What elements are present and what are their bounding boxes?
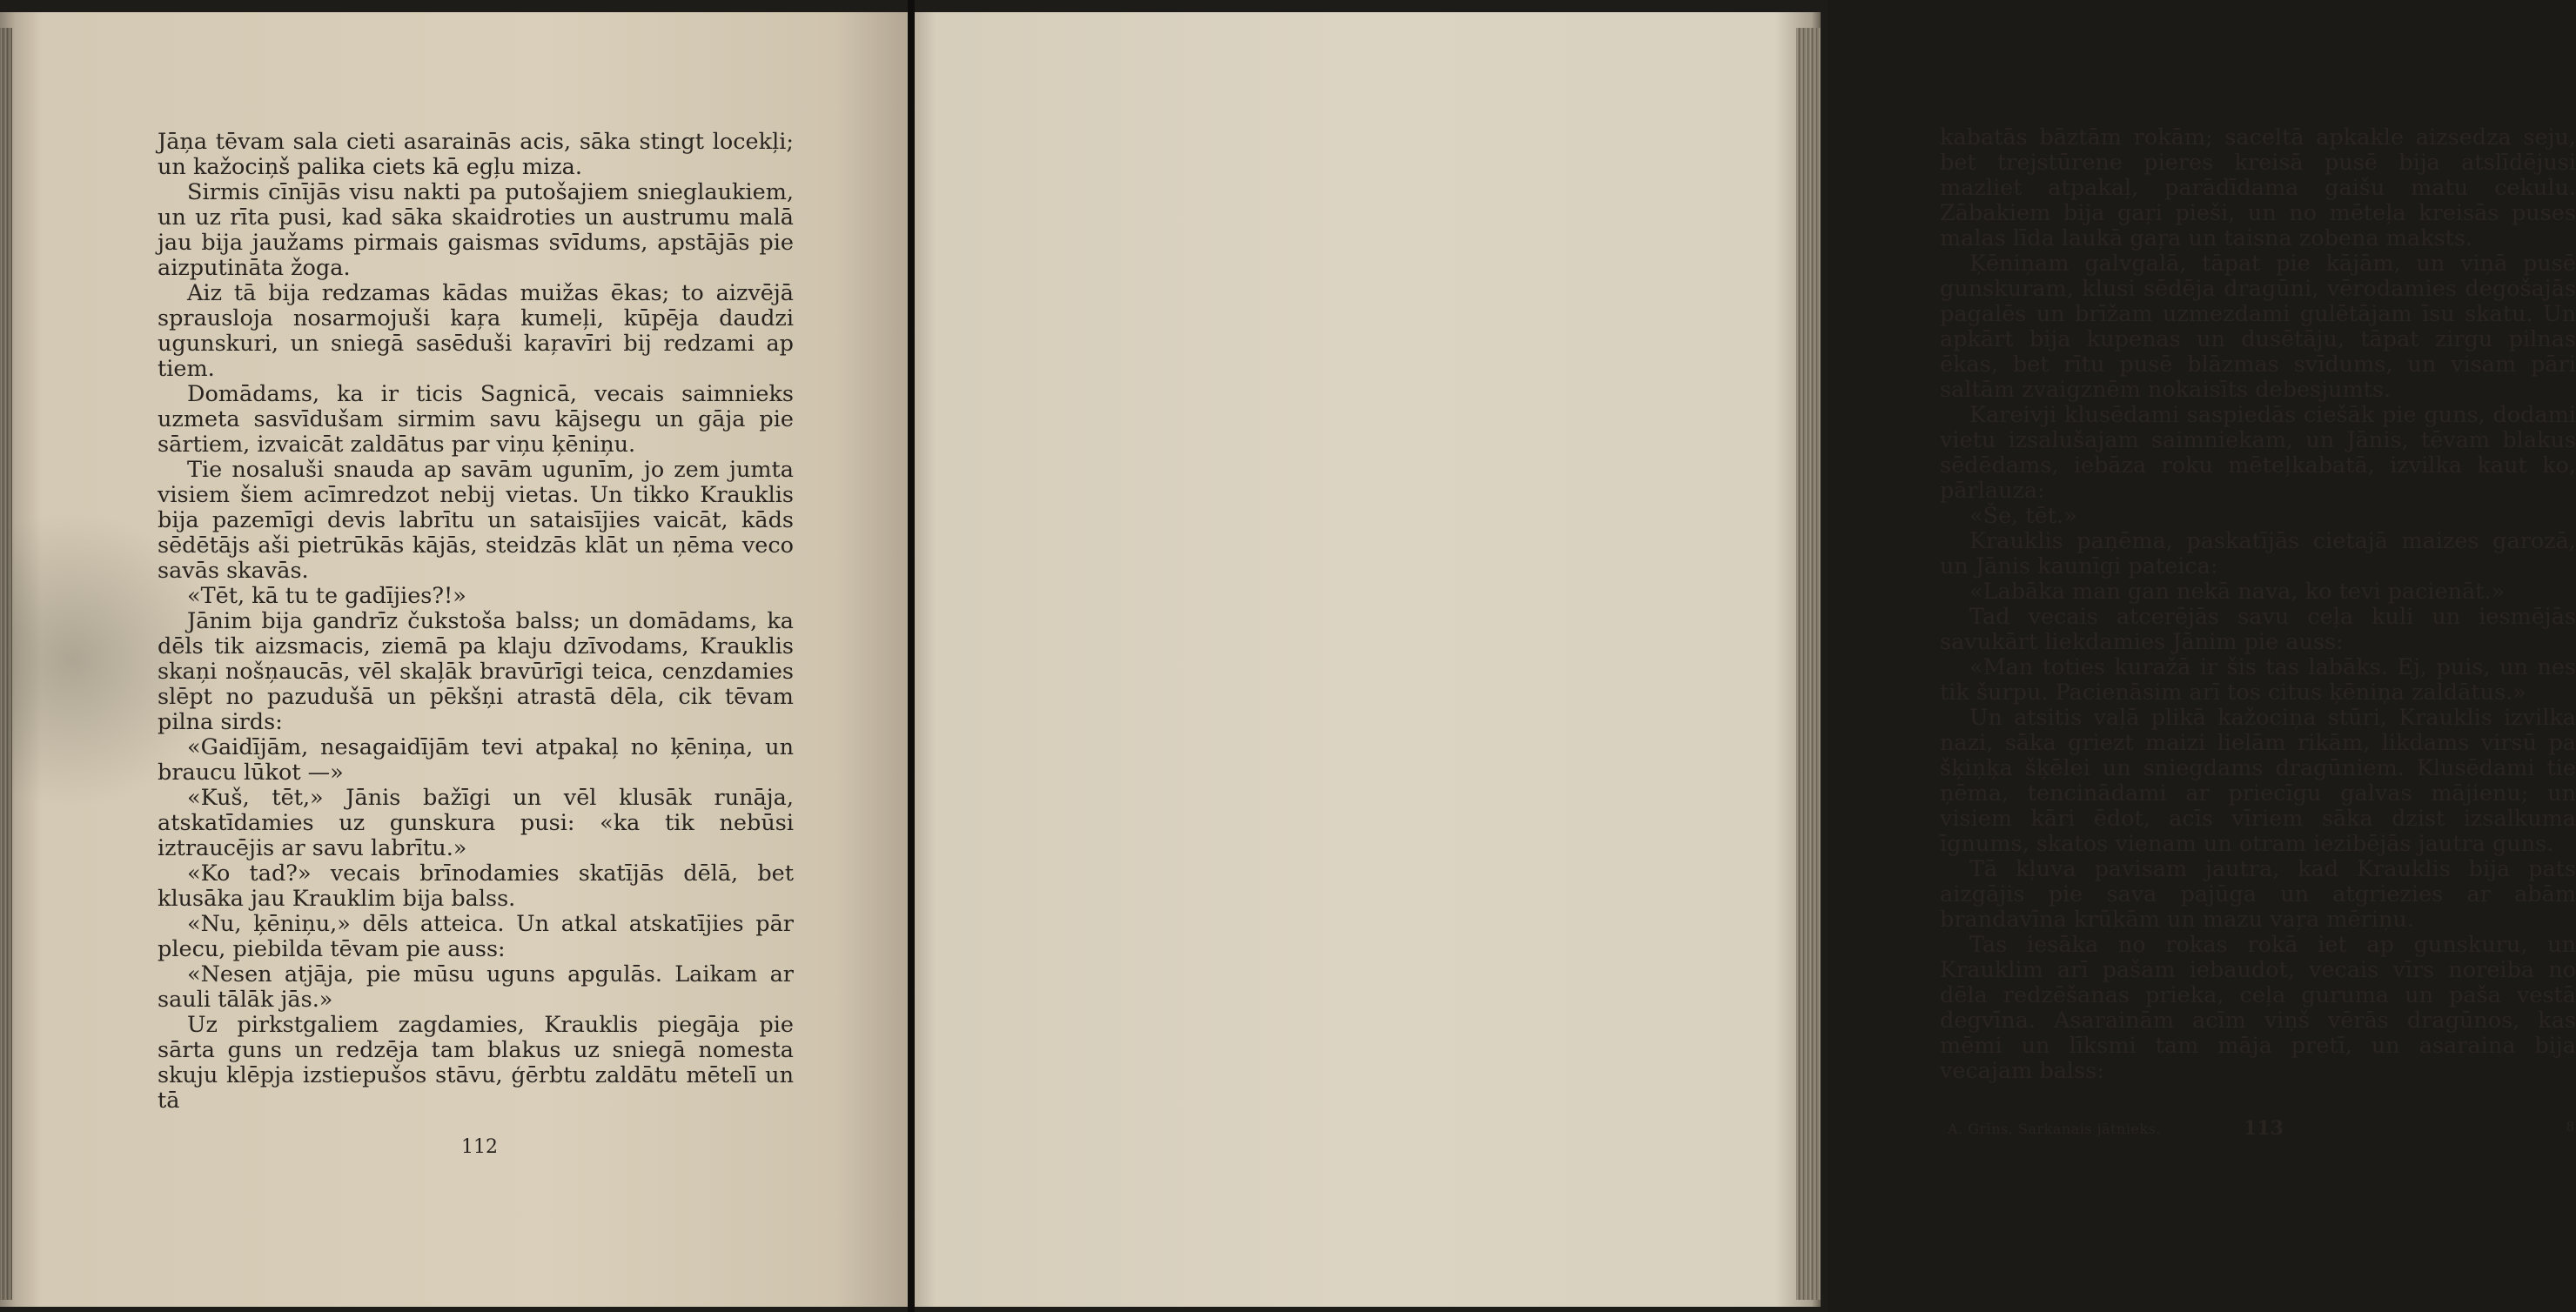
- footer-author-title: A. Grīns, Sarkanais jātnieks.: [1948, 1121, 2161, 1137]
- paragraph: «Ko tad?» vecais brīnodamies skatījās dēlā, bet klusāka jau Krauklim bija balss.: [158, 860, 794, 912]
- printer-signature-mark: 8: [2566, 1119, 2574, 1135]
- paragraph: Uz pirkstgaliem zagdamies, Krauklis piegāja pie sārta guns un redzēja tam blakus uz sniegā nomesta skuju klēpja izstiepušos stāvu, ģērbtu zaldātu mētelī un tā: [158, 1012, 794, 1114]
- paragraph: «Labāka man gan nekā nava, ko tevi pacienāt.»: [1969, 579, 2506, 605]
- paragraph: Jāņa tēvam sala cieti asarainās acis, sāka stingt locekļi; un kažociņš palika ciets kā egļu miza.: [158, 129, 794, 180]
- paragraph: Aiz tā bija redzamas kādas muižas ēkas; to aizvējā sprausloja nosarmojuši kaŗa kumeļi, kūpēja daudzi ugunskuri, un sniegā sasēduši kaŗavīri bij redzami ap tiem.: [158, 280, 794, 382]
- paragraph: Un atsitis vaļā plikā kažociņa stūri, Krauklis izvilka nazi, sāka griezt maizi lielām rikām, likdams virsū pa šķiņķa šķēlei un sniegdams dragūniem. Klusēdami tie ņēma, tencinādami ar priecīgu galvas mājienu; un visiem kāri ēdot, acīs vīriem sāka dzist izsalkuma īgnums, skatos vienam un otram iezibējās jautra guns.: [1940, 705, 2576, 857]
- right-page-footer: [1948, 1117, 2574, 1143]
- left-page-edge: [0, 28, 12, 1300]
- paragraph: Tad vecais atcerējās savu ceļa kuli un iesmējās savukārt liekdamies Jānim pie auss:: [1940, 604, 2576, 655]
- left-page-number: 112: [461, 1136, 498, 1158]
- paragraph: Sirmis cīnījās visu nakti pa putošajiem snieglaukiem, un uz rīta pusi, kad sāka skaidroties un austrumu malā jau bija jaužams pirmais gaismas svīdums, apstājās pie aizputināta žoga.: [158, 179, 794, 281]
- paragraph: Ķēniņam galvgalā, tāpat pie kājām, un viņā pusē gunskuram, klusi sēdēja dragūni, vērodamies degošajās pagalēs un brīžam uzmezdami gulētājam īsu skatu. Un apkārt bija kupenas un dusētāju, tāpat zirgu pilnas ēkas, bet rītu pusē blāzmas svīdums, un visam pāri saltām zvaigznēm nokaisīts debesjumts.: [1940, 251, 2576, 403]
- right-page-number: 113: [2244, 1117, 2284, 1140]
- paragraph: Tie nosaluši snauda ap savām ugunīm, jo zem jumta visiem šiem acīmredzot nebij vietas. Un tikko Krauklis bija pazemīgi devis labrītu un sataisījies vaicāt, kāds sēdētājs aši pietrūkās kājās, steidzās klāt un ņēma veco savās skavās.: [158, 457, 794, 584]
- paragraph: Kareivji klusēdami saspiedās ciešāk pie guns, dodami vietu izsalušajam saimniekam, un Jānis, tēvam blakus sēdēdams, iebāza roku mēteļkabatā, izvilka kaut ko, pārlauza:: [1940, 402, 2576, 504]
- right-page-edge: [1796, 28, 1821, 1300]
- paragraph: «Man toties kuražā ir šis tas labāks. Ej, puis, un nes tik šurpu. Pacienāsim arī tos citus ķēniņa zaldātus.»: [1940, 654, 2576, 706]
- book-gutter: [908, 0, 915, 1312]
- paragraph: «Nesen atjāja, pie mūsu uguns apgulās. Laikam ar sauli tālāk jās.»: [158, 961, 794, 1013]
- paragraph: Domādams, ka ir ticis Sagnicā, vecais saimnieks uzmeta sasvīdušam sirmim savu kājsegu un gāja pie sārtiem, izvaicāt zaldātus par viņu ķēniņu.: [158, 381, 794, 458]
- paragraph: «Kuš, tēt,» Jānis bažīgi un vēl klusāk runāja, atskatīdamies uz gunskura pusi: «ka tik nebūsi iztraucējis ar savu labrītu.»: [158, 785, 794, 861]
- paragraph: Tā kļuva pavisam jautra, kad Krauklis bija pats aizgājis pie sava pajūga un atgriezies ar abām brandavīna krūkām un mazu vaŗa mēriņu.: [1940, 856, 2576, 933]
- left-page: [0, 12, 908, 1307]
- paragraph: «Še, tēt.»: [1969, 503, 2077, 529]
- paragraph: Tas iesāka no rokas rokā iet ap gunskuru, un Krauklim arī pašam iebaudot, vecais vīrs noreiba no dēla redzēšanas prieka, ceļa guruma un paša vestā degvīna. Asarainām acīm viņš vērās dragūnos, kas mēmi un līksmi tam māja pretī, un asaraina bija vecajam balss:: [1940, 932, 2576, 1084]
- right-page-text: [1940, 125, 2576, 1084]
- paragraph: kabatās bāztām rokām; saceltā apkakle aizsedza seju, bet trejstūrene pieres kreisā pusē bija atslīdējusi mazliet atpakaļ, parādīdama gaišu matu cekulu. Zābakiem bija gaŗi pieši, un no mēteļa kreisās puses malas līda laukā gaŗa un taisna zobena maksts.: [1940, 124, 2576, 251]
- paragraph: «Tēt, kā tu te gadījies?!»: [187, 583, 466, 609]
- paragraph: «Gaidījām, nesagaidījām tevi atpakaļ no ķēniņa, un braucu lūkot —»: [158, 734, 794, 786]
- paragraph: «Nu, ķēniņu,» dēls atteica. Un atkal atskatījies pār plecu, piebilda tēvam pie auss:: [158, 911, 794, 962]
- right-page: [915, 12, 2576, 1307]
- paragraph: Jānim bija gandrīz čukstoša balss; un domādams, ka dēls tik aizsmacis, ziemā pa klaju dzīvodams, Krauklis skaņi nošņaucās, vēl skaļāk bravūrīgi teica, cenzdamies slēpt no pazudušā un pēkšņi atrastā dēla, cik tēvam pilna sirds:: [158, 608, 794, 735]
- left-page-text: [158, 130, 794, 1114]
- paragraph: Krauklis paņēma, paskatījās cietajā maizes garozā, un Jānis kaunīgi pateica:: [1940, 528, 2576, 579]
